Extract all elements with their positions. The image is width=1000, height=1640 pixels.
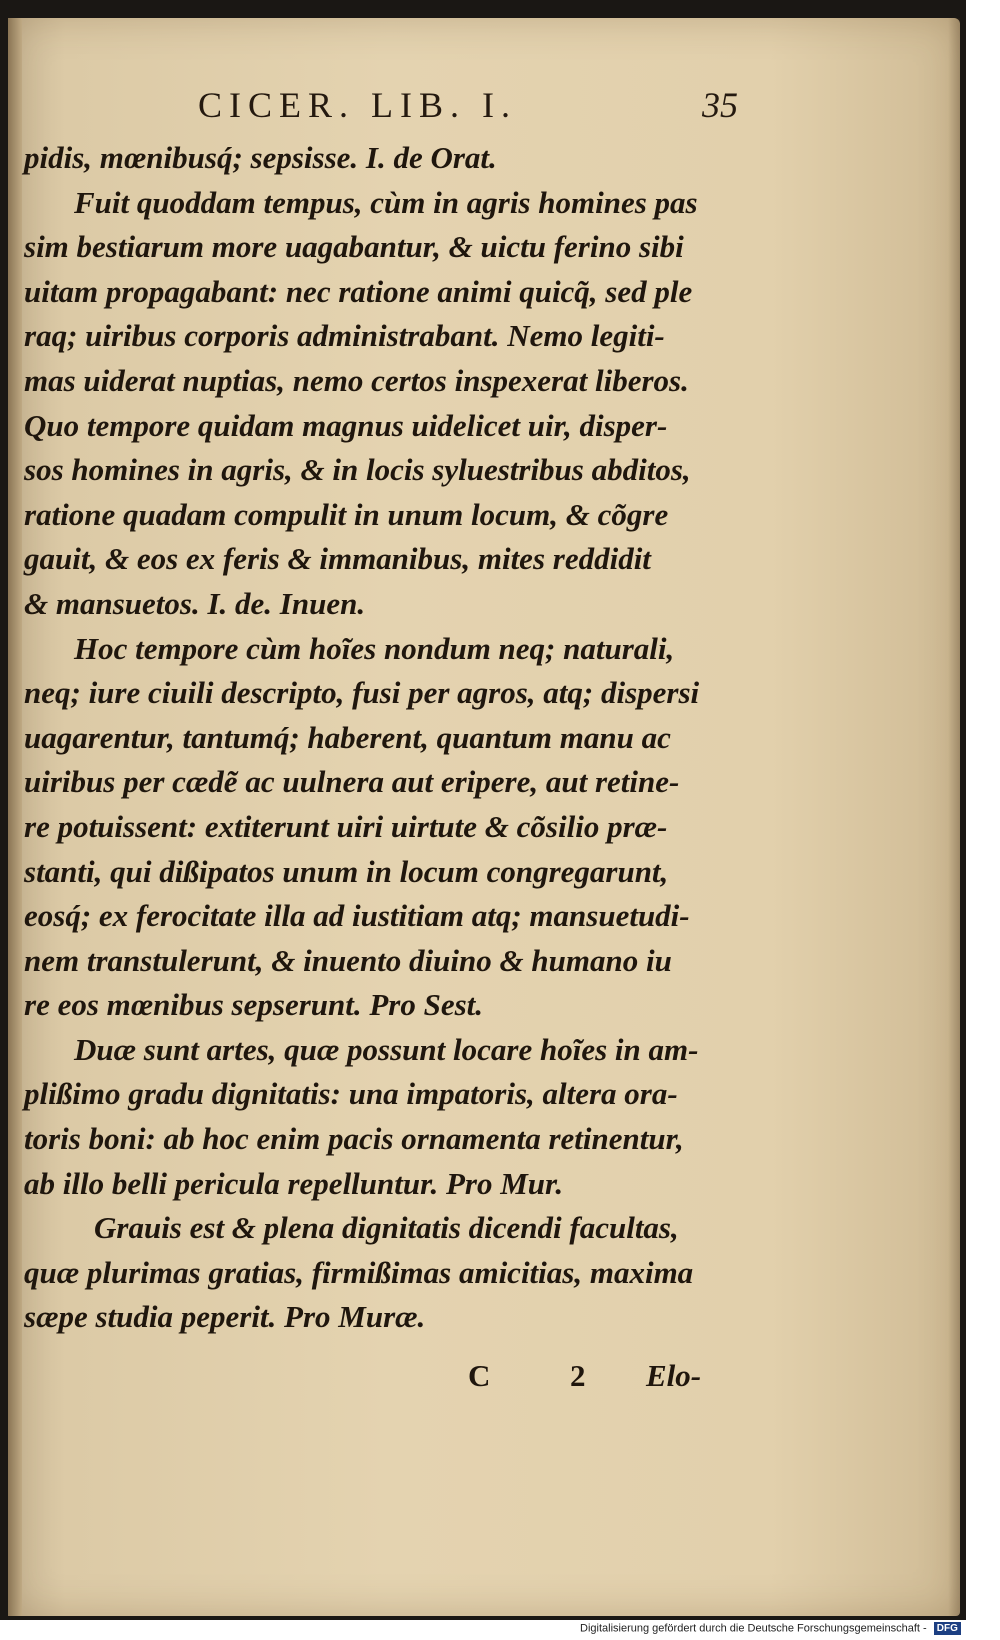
catchline (468, 1358, 728, 1402)
page-gutter (8, 18, 22, 1616)
text-line: uitam propagabant: nec ratione animi quicq̃, sed ple (24, 273, 693, 309)
text-line: sæpe studia peperit. Pro Muræ. (24, 1299, 426, 1335)
body-text (24, 136, 744, 1340)
text-line: gauit, & eos ex feris & immanibus, mites reddidit (24, 541, 651, 577)
credit-text: Digitalisierung gefördert durch die Deutsche Forschungsgemeinschaft - (580, 1622, 927, 1635)
book-page (8, 18, 960, 1616)
running-head (198, 74, 738, 134)
text-line: Fuit quoddam tempus, cùm in agris homines pas (74, 184, 698, 220)
text-line: pidis, mœnibusq́; sepsisse. I. de Orat. (24, 140, 497, 175)
text-line: & mansuetos. I. de. Inuen. (24, 585, 366, 621)
text-line: uiribus per cædẽ ac uulnera aut eripere, aut retine- (24, 764, 680, 800)
text-line: Duæ sunt artes, quæ possunt locare hoĩes in am- (74, 1031, 699, 1067)
text-line: ratione quadam compulit in unum locum, & cõgre (24, 496, 669, 532)
text-line: sim bestiarum more uagabantur, & uictu ferino sibi (24, 229, 684, 265)
text-line: nem transtulerunt, & inuento diuino & humano iu (24, 942, 672, 978)
catchword: Elo- (646, 1358, 702, 1393)
text-line: raq; uiribus corporis administrabant. Nemo legiti- (24, 318, 665, 354)
digitization-credit (580, 1622, 998, 1640)
running-head-title: CICER. LIB. I. (198, 85, 517, 125)
text-line: ab illo belli pericula repelluntur. Pro Mur. (24, 1165, 564, 1201)
signature-mark: C (468, 1358, 491, 1393)
text-line: stanti, qui dißipatos unum in locum congregarunt, (24, 853, 669, 889)
page-edge (948, 18, 960, 1616)
page-number: 35 (702, 85, 738, 125)
text-line: uagarentur, tantumq́; haberent, quantum manu ac (24, 719, 671, 755)
text-line: Grauis est & plena dignitatis dicendi facultas, (94, 1210, 679, 1246)
text-line: sos homines in agris, & in locis syluestribus abditos, (24, 452, 691, 488)
signature-number: 2 (570, 1358, 586, 1393)
text-line: Hoc tempore cùm hoĩes nondum neq; naturali, (74, 630, 675, 666)
text-line: toris boni: ab hoc enim pacis ornamenta retinentur, (24, 1121, 684, 1157)
text-line: plißimo gradu dignitatis: una impatoris, altera ora- (24, 1076, 678, 1112)
dfg-logo: DFG (934, 1622, 961, 1635)
text-line: re potuissent: extiterunt uiri uirtute & cõsilio præ- (24, 808, 668, 844)
text-line: eosq́; ex ferocitate illa ad iustitiam atq; mansuetudi- (24, 898, 690, 934)
text-line: neq; iure ciuili descripto, fusi per agros, atq; dispersi (24, 675, 700, 711)
text-line: Quo tempore quidam magnus uidelicet uir, disper- (24, 407, 668, 443)
text-line: mas uiderat nuptias, nemo certos inspexerat liberos. (24, 362, 689, 398)
text-line: quæ plurimas gratias, firmißimas amicitias, maxima (24, 1254, 694, 1290)
text-line: re eos mœnibus sepserunt. Pro Sest. (24, 987, 484, 1023)
